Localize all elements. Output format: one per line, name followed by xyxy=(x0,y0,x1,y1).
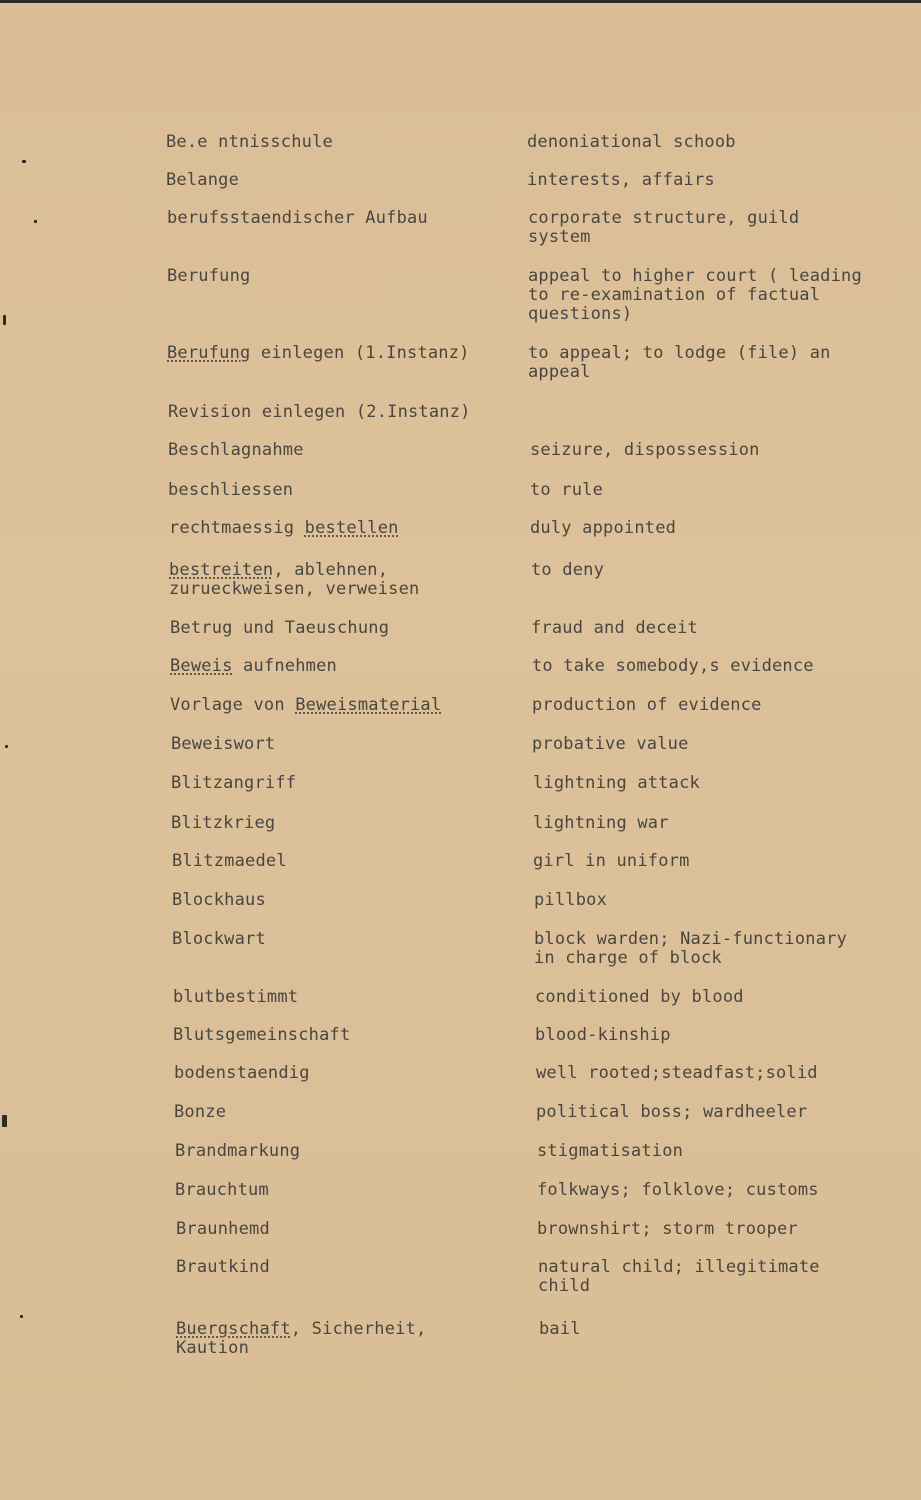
english-translation: fraud and deceit xyxy=(531,618,698,638)
english-translation: lightning attack xyxy=(533,773,700,793)
german-term: Blutsgemeinschaft xyxy=(173,1025,351,1045)
german-term: Betrug und Taeuschung xyxy=(170,618,390,638)
margin-punch-mark xyxy=(20,1315,23,1318)
underlined-keyword: bestreiten xyxy=(169,560,274,580)
english-translation: seizure, dispossession xyxy=(530,440,760,460)
german-term: beschliessen xyxy=(168,480,294,500)
german-term: Braunhemd xyxy=(176,1219,270,1239)
english-translation: conditioned by blood xyxy=(535,987,744,1007)
english-translation: brownshirt; storm trooper xyxy=(537,1219,798,1239)
german-term: Revision einlegen (2.Instanz) xyxy=(168,402,471,422)
german-term: Blitzmaedel xyxy=(172,851,287,871)
margin-punch-mark xyxy=(3,315,6,325)
english-translation: lightning war xyxy=(533,813,669,833)
margin-punch-mark xyxy=(22,160,26,163)
german-term: Buergschaft, Sicherheit, Kaution xyxy=(176,1319,427,1358)
german-term: Blockhaus xyxy=(172,890,266,910)
margin-punch-mark xyxy=(5,745,8,748)
english-translation: folkways; folklove; customs xyxy=(537,1180,819,1200)
english-translation: duly appointed xyxy=(530,518,677,538)
english-translation: to deny xyxy=(531,560,605,580)
german-term: berufsstaendischer Aufbau xyxy=(167,208,428,228)
german-term: Beweiswort xyxy=(171,734,276,754)
english-translation: appeal to higher court ( leading to re-examination of factual questions) xyxy=(528,266,862,324)
underlined-keyword: Beweis xyxy=(170,656,233,676)
english-translation: pillbox xyxy=(534,890,608,910)
english-translation: corporate structure, guild system xyxy=(528,208,800,247)
german-term: bodenstaendig xyxy=(174,1063,310,1083)
german-term: Be.e ntnisschule xyxy=(166,132,333,152)
german-term: rechtmaessig bestellen xyxy=(169,518,399,538)
german-term: Belange xyxy=(166,170,240,190)
english-translation: block warden; Nazi-functionary in charge of block xyxy=(534,929,848,968)
margin-punch-mark xyxy=(34,220,37,223)
german-term: Bonze xyxy=(174,1102,227,1122)
german-term: Berufung xyxy=(167,266,251,286)
english-translation: to take somebody,s evidence xyxy=(532,656,814,676)
german-term: blutbestimmt xyxy=(173,987,299,1007)
german-term: Blitzangriff xyxy=(171,773,297,793)
english-translation: girl in uniform xyxy=(533,851,690,871)
page-top-edge xyxy=(0,0,921,3)
english-translation: probative value xyxy=(532,734,689,754)
english-translation: denoniational schoob xyxy=(527,132,736,152)
german-term: Blitzkrieg xyxy=(171,813,276,833)
german-term: Blockwart xyxy=(172,929,266,949)
english-translation: political boss; wardheeler xyxy=(536,1102,808,1122)
underlined-keyword: Buergschaft xyxy=(176,1319,291,1339)
english-translation: well rooted;steadfast;solid xyxy=(536,1063,818,1083)
german-term: Beweis aufnehmen xyxy=(170,656,337,676)
german-term: Vorlage von Beweismaterial xyxy=(170,695,442,715)
english-translation: stigmatisation xyxy=(537,1141,684,1161)
german-term: Beschlagnahme xyxy=(168,440,304,460)
english-translation: to appeal; to lodge (file) an appeal xyxy=(528,343,831,382)
english-translation: blood-kinship xyxy=(535,1025,671,1045)
german-term: bestreiten, ablehnen, zurueckweisen, verweisen xyxy=(169,560,420,599)
english-translation: to rule xyxy=(530,480,604,500)
german-term: Brautkind xyxy=(176,1257,270,1277)
underlined-keyword: bestellen xyxy=(304,518,399,538)
english-translation: bail xyxy=(539,1319,581,1339)
english-translation: production of evidence xyxy=(532,695,762,715)
german-term: Brauchtum xyxy=(175,1180,269,1200)
german-term: Berufung einlegen (1.Instanz) xyxy=(167,343,470,363)
margin-punch-mark xyxy=(2,1115,7,1127)
underlined-keyword: Beweismaterial xyxy=(295,695,442,715)
underlined-keyword: Berufung xyxy=(167,343,251,363)
english-translation: interests, affairs xyxy=(527,170,715,190)
english-translation: natural child; illegitimate child xyxy=(538,1257,820,1296)
german-term: Brandmarkung xyxy=(175,1141,301,1161)
